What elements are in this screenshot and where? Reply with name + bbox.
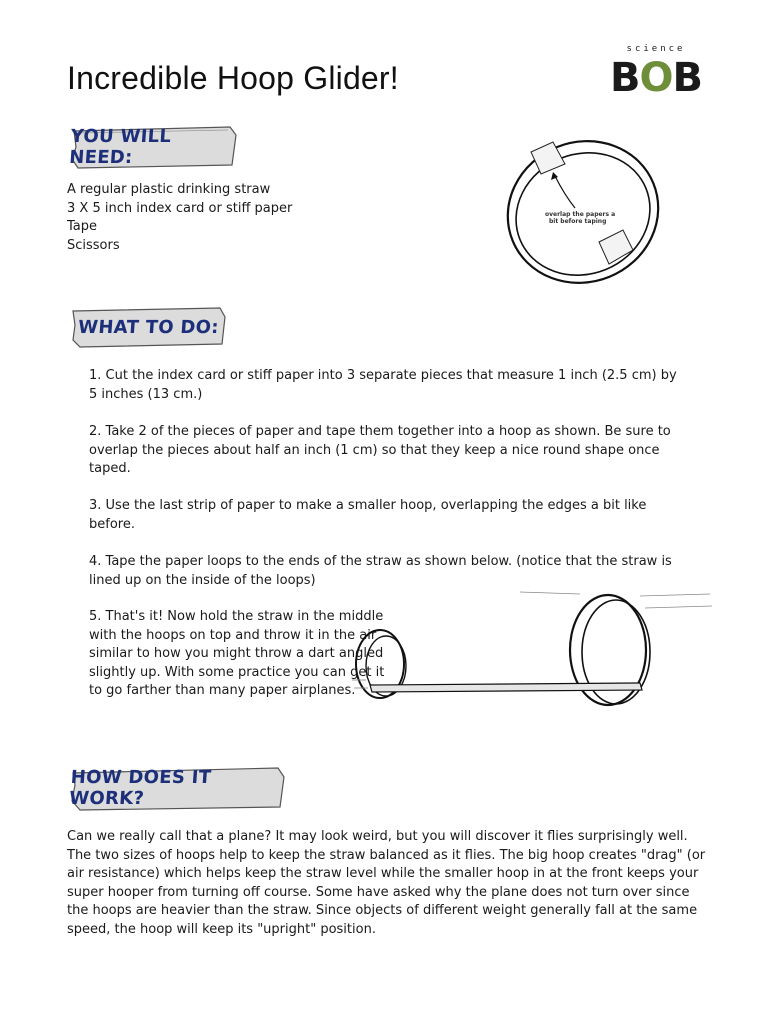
logo-bob-text bbox=[610, 56, 702, 100]
logo-letter-b1: B bbox=[610, 55, 640, 101]
logo-letter-b2: B bbox=[672, 55, 703, 101]
list-item: A regular plastic drinking straw bbox=[67, 182, 271, 197]
step-3: 3. Use the last strip of paper to make a smaller hoop, overlapping the edges a bit like before. bbox=[89, 498, 647, 532]
banner-title: WHAT TO DO: bbox=[77, 316, 220, 338]
step-4: 4. Tape the paper loops to the ends of the straw as shown below. (notice that the straw is lined up on the inside of the loops) bbox=[89, 554, 672, 588]
section-banner-what-to-do bbox=[70, 305, 227, 349]
logo-letter-o: O bbox=[639, 55, 673, 101]
step-5: 5. That's it! Now hold the straw in the middle with the hoops on top and throw it in the air similar to how you might throw a dart angled slightly up. With some practice you can get it to go farther than many paper airplanes. bbox=[89, 609, 385, 698]
figure-note-line2: bit before taping bbox=[549, 218, 607, 225]
page-title: Incredible Hoop Glider! bbox=[67, 60, 399, 96]
banner-title: HOW DOES IT WORK? bbox=[68, 767, 213, 809]
list-item: Scissors bbox=[67, 237, 120, 253]
section-banner-how-does-it-work bbox=[70, 765, 286, 811]
step-2: 2. Take 2 of the pieces of paper and tape them together into a hoop as shown. Be sure to overlap the pieces about half an inch (1 cm) so that they keep a nice round shape once taped. bbox=[89, 424, 671, 476]
logo-science-text: science bbox=[626, 44, 686, 54]
section-banner-you-will-need bbox=[70, 125, 238, 169]
science-bob-logo bbox=[606, 44, 706, 102]
glider-illustration bbox=[340, 588, 715, 713]
figure-note-line1: overlap the papers a bbox=[545, 211, 616, 218]
list-item: 3 X 5 inch index card or stiff paper bbox=[67, 200, 293, 216]
list-item: Tape bbox=[67, 219, 98, 234]
step-1: 1. Cut the index card or stiff paper into 3 separate pieces that measure 1 inch (2.5 cm) by 5 inches (13 cm.) bbox=[89, 368, 677, 402]
explanation-paragraph: Can we really call that a plane? It may look weird, but you will discover it flies surprisingly well. The two sizes of hoops help to keep the straw balanced as it flies. The big hoop creates "drag" (or air resistance) which helps keep the straw level while the smaller hoop in at the front keeps your super hooper from turning off course. Some have asked why the plane does not turn over since the hoops are heavier than the straw. Since objects of different weight generally fall at the same speed, the hoop will keep its "upright" position. bbox=[67, 829, 706, 937]
hoop-illustration bbox=[495, 132, 667, 297]
materials-list bbox=[67, 181, 407, 255]
banner-title: YOU WILL NEED: bbox=[68, 126, 172, 168]
